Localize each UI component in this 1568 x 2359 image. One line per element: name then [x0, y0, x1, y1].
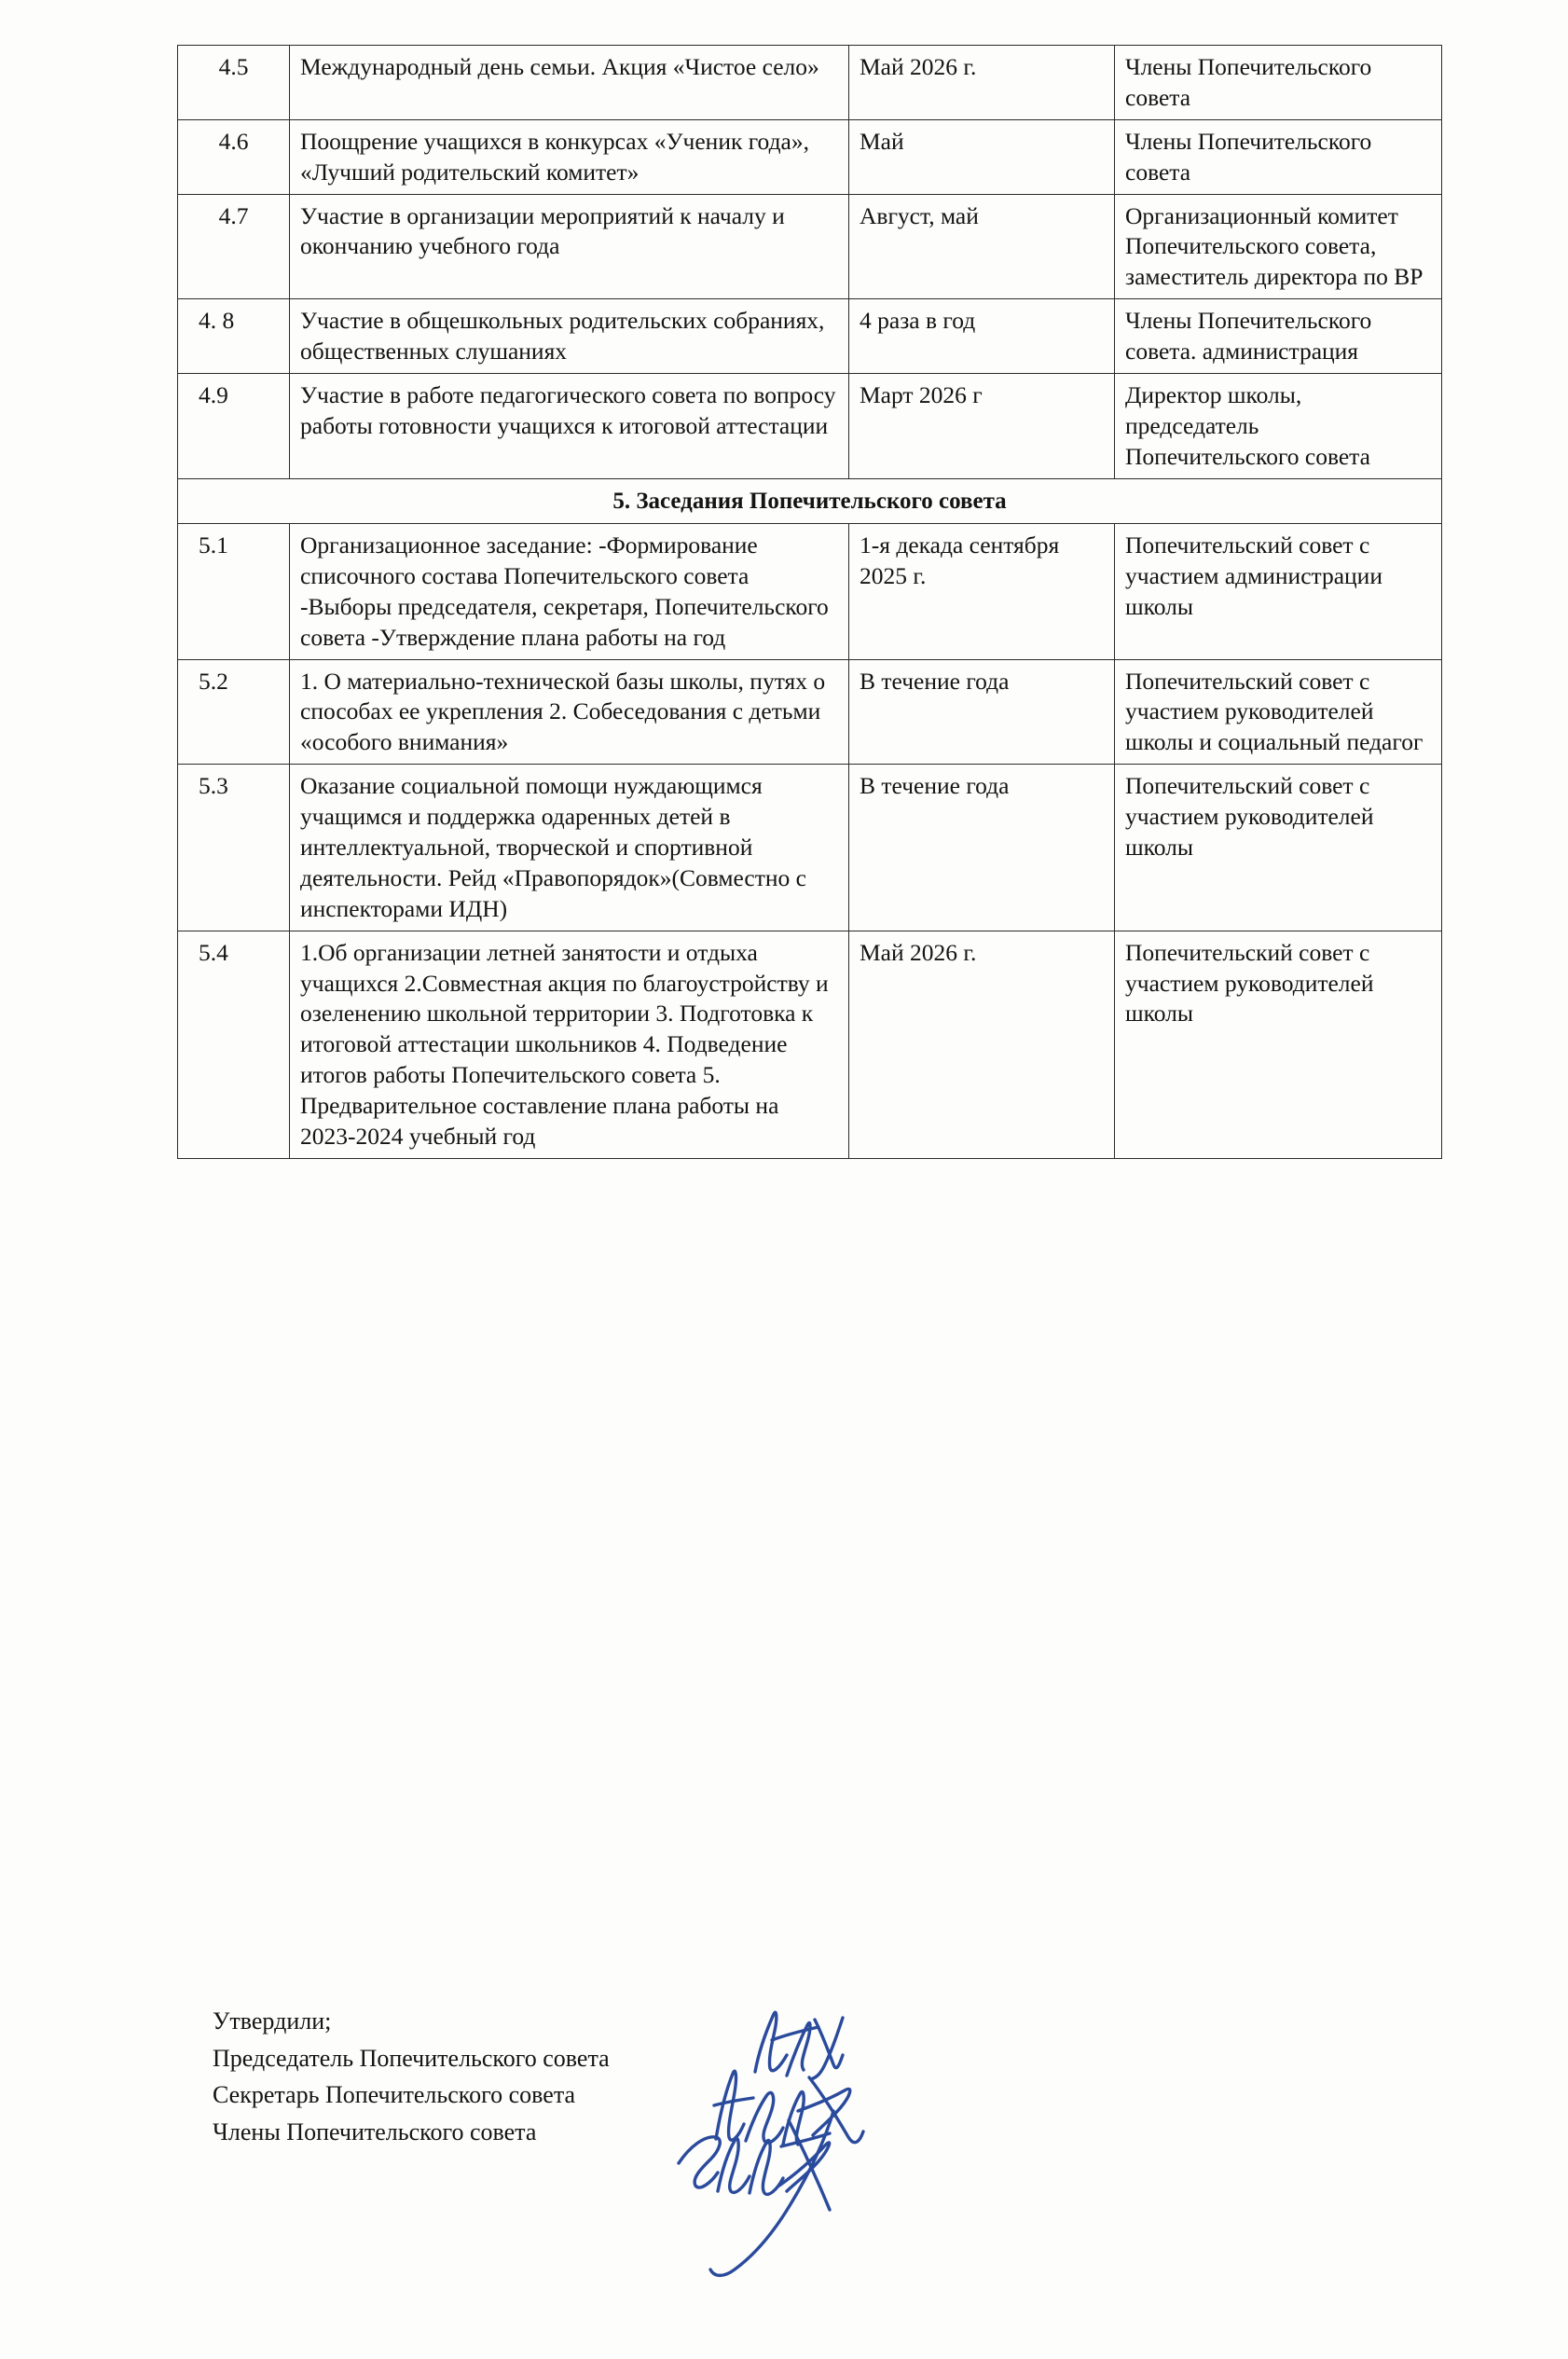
row-date: В течение года	[849, 659, 1115, 765]
row-responsible: Попечительский совет с участием руководителей школы	[1115, 931, 1442, 1158]
table-row	[178, 659, 1442, 765]
table-row	[178, 194, 1442, 299]
table-body	[178, 46, 1442, 1159]
row-responsible: Директор школы, председатель Попечительского совета	[1115, 374, 1442, 479]
table-row	[178, 374, 1442, 479]
signature-heading: Утвердили;	[213, 2007, 332, 2035]
row-number: 4.5	[178, 46, 290, 120]
row-responsible: Члены Попечительского совета	[1115, 119, 1442, 194]
table-row	[178, 119, 1442, 194]
handwritten-signature-chairman	[746, 1986, 858, 2089]
row-number: 5.2	[178, 659, 290, 765]
section-heading: 5. Заседания Попечительского совета	[178, 478, 1442, 523]
row-activity: Международный день семьи. Акция «Чистое село»	[290, 46, 849, 120]
table-row	[178, 765, 1442, 931]
row-responsible: Организационный комитет Попечительского совета, заместитель директора по ВР	[1115, 194, 1442, 299]
row-responsible: Члены Попечительского совета. администрация	[1115, 299, 1442, 374]
row-activity: Поощрение учащихся в конкурсах «Ученик года», «Лучший родительский комитет»	[290, 119, 849, 194]
table-row	[178, 46, 1442, 120]
table-section-row	[178, 478, 1442, 523]
row-number: 4.6	[178, 119, 290, 194]
row-date: Май 2026 г.	[849, 931, 1115, 1158]
row-date: Август, май	[849, 194, 1115, 299]
signature-line-members: Члены Попечительского совета	[213, 2118, 537, 2145]
row-responsible: Члены Попечительского совета	[1115, 46, 1442, 120]
row-activity: Организационное заседание: -Формирование списочного состава Попечительского совета -Выборы председателя, секретаря, Попечительского совета -Утверждение плана работы на год	[290, 523, 849, 659]
row-activity: Оказание социальной помощи нуждающимся учащимся и поддержка одаренных детей в интеллектуальной, творческой и спортивной деятельности. Рейд «Правопорядок»(Совместно с инспекторами ИДН)	[290, 765, 849, 931]
row-responsible: Попечительский совет с участием руководителей школы и социальный педагог	[1115, 659, 1442, 765]
table-row	[178, 299, 1442, 374]
signature-line-secretary: Секретарь Попечительского совета	[213, 2081, 576, 2109]
table-row	[178, 931, 1442, 1158]
row-date: 4 раза в год	[849, 299, 1115, 374]
row-date: Март 2026 г	[849, 374, 1115, 479]
row-activity: Участие в общешкольных родительских собраниях, общественных слушаниях	[290, 299, 849, 374]
row-number: 4.7	[178, 194, 290, 299]
row-date: Май 2026 г.	[849, 46, 1115, 120]
row-date: В течение года	[849, 765, 1115, 931]
signature-block	[213, 2003, 610, 2150]
row-number: 5.4	[178, 931, 290, 1158]
row-number: 4. 8	[178, 299, 290, 374]
row-number: 5.1	[178, 523, 290, 659]
row-responsible: Попечительский совет с участием руководителей школы	[1115, 765, 1442, 931]
work-plan-table	[177, 45, 1442, 1159]
row-number: 5.3	[178, 765, 290, 931]
row-activity: 1.Об организации летней занятости и отдыха учащихся 2.Совместная акция по благоустройству и озеленению школьной территории 3. Подготовка к итоговой аттестации школьников 4. Подведение итогов работы Попечительского совета 5. Предварительное составление плана работы на 2023-2024 учебный год	[290, 931, 849, 1158]
handwritten-signature-members	[669, 2105, 865, 2283]
table-row	[178, 523, 1442, 659]
row-date: Май	[849, 119, 1115, 194]
row-date: 1-я декада сентября 2025 г.	[849, 523, 1115, 659]
signature-line-chairman: Председатель Попечительского совета	[213, 2044, 610, 2072]
row-activity: 1. О материально-технической базы школы, путях о способах ее укрепления 2. Собеседования с детьми «особого внимания»	[290, 659, 849, 765]
handwritten-signature-secretary	[708, 2059, 867, 2171]
row-number: 4.9	[178, 374, 290, 479]
row-activity: Участие в организации мероприятий к началу и окончанию учебного года	[290, 194, 849, 299]
row-responsible: Попечительский совет с участием администрации школы	[1115, 523, 1442, 659]
row-activity: Участие в работе педагогического совета по вопросу работы готовности учащихся к итоговой аттестации	[290, 374, 849, 479]
